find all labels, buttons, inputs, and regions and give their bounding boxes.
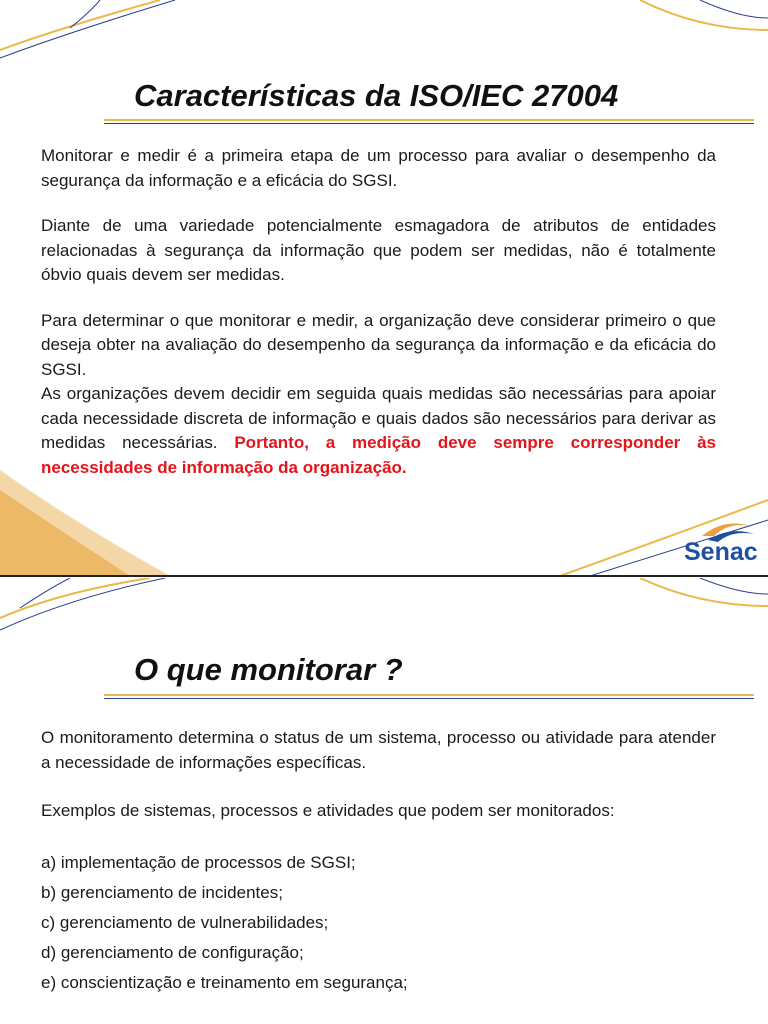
slide-2 [0,578,768,1024]
slide-divider [0,575,768,577]
examples-list [41,848,716,998]
title-underline [104,119,754,124]
page-title: Características da ISO/IEC 27004 [134,78,619,113]
logo-text: Senac [684,538,758,566]
list-item: d) gerenciamento de configuração; [41,942,304,962]
examples-heading: Exemplos de sistemas, processos e atividades que podem ser monitorados: [41,801,615,820]
paragraph: As organizações devem decidir em seguida quais medidas são necessárias para apoiar cada necessidade discreta de informação e quais dados são necessários para derivar as medidas necessárias. [41,384,716,452]
slide-2-body [41,726,716,998]
paragraph: Monitorar e medir é a primeira etapa de um processo para avaliar o desempenho da segurança da informação e a eficácia do SGSI. [41,146,716,190]
paragraph: Para determinar o que monitorar e medir, a organização deve considerar primeiro o que deseja obter na avaliação do desempenho da segurança da informação e da eficácia do SGSI. [41,310,716,379]
senac-logo [684,518,764,570]
title-underline [104,694,754,699]
list-item: e) conscientização e treinamento em segurança; [41,972,408,992]
paragraph: Diante de uma variedade potencialmente esmagadora de atributos de entidades relacionadas à segurança da informação que podem ser medidas, não é totalmente óbvio quais devem ser medidas. [41,216,716,284]
list-item: c) gerenciamento de vulnerabilidades; [41,912,329,932]
list-item: a) implementação de processos de SGSI; [41,852,356,872]
slide-1-body [41,144,716,480]
list-item: b) gerenciamento de incidentes; [41,882,283,902]
page-title: O que monitorar ? [134,652,403,687]
highlight-text: Portanto, a medição deve sempre corresponder às necessidades de informação da organização. [41,433,716,477]
paragraph: O monitoramento determina o status de um sistema, processo ou atividade para atender a necessidade de informações específicas. [41,728,716,772]
paragraph-with-highlight [41,382,716,480]
